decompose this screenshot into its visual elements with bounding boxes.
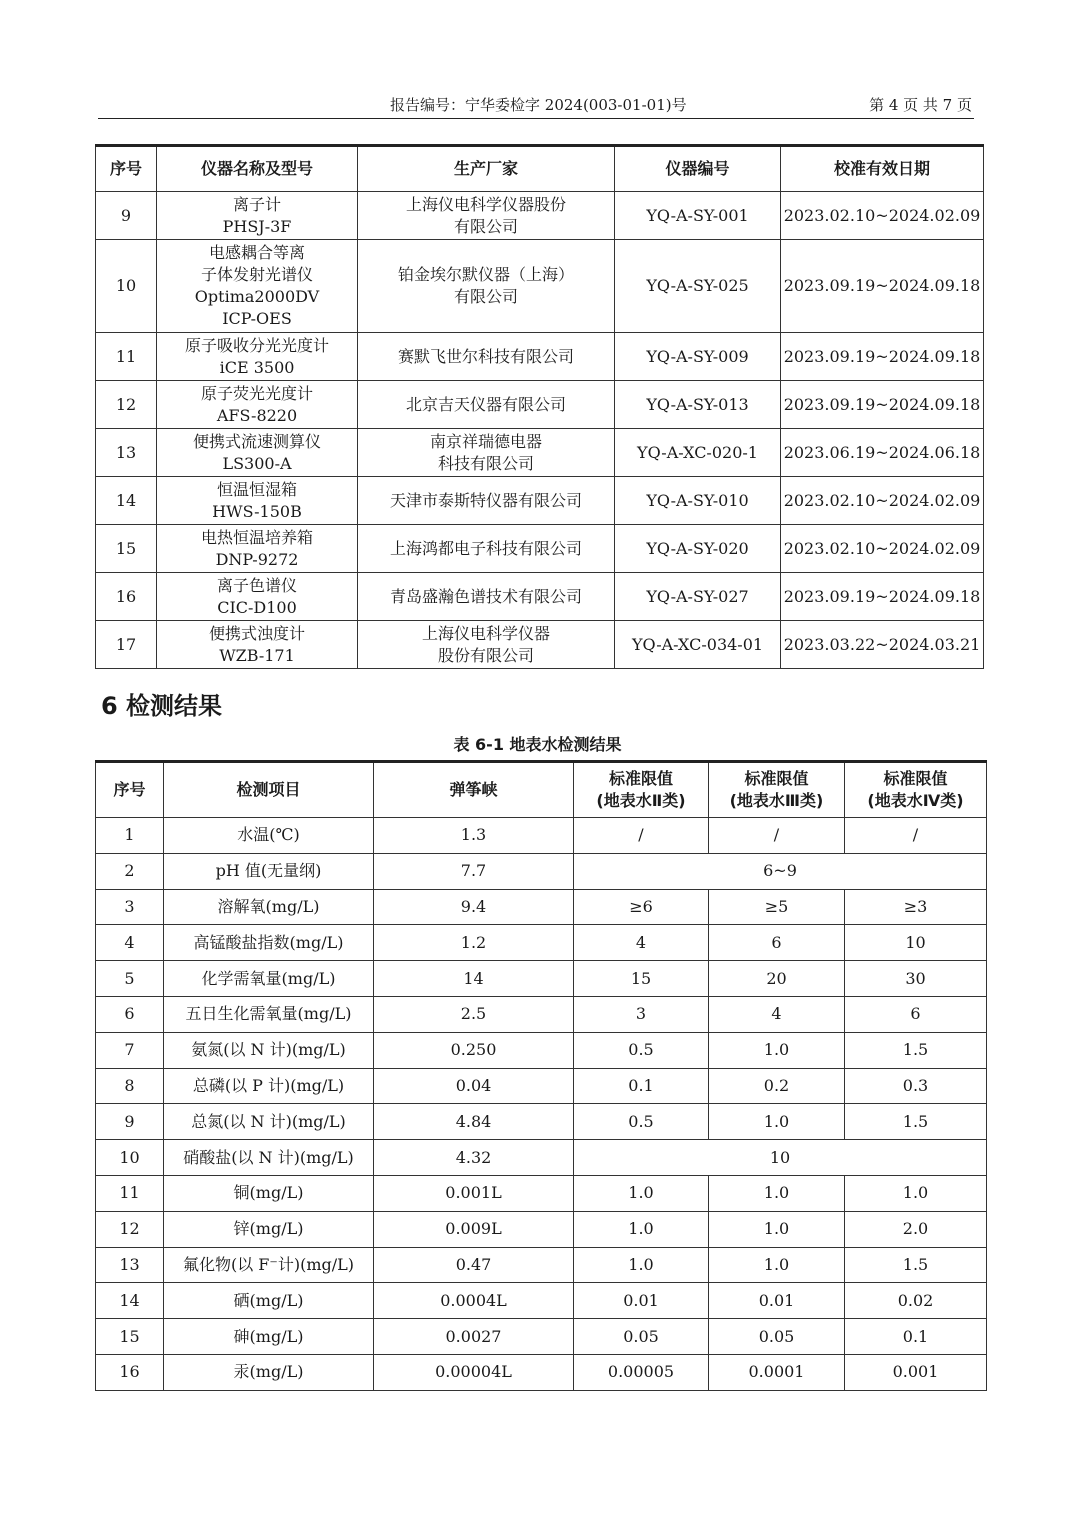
cell-no: 12 — [96, 1211, 164, 1247]
report-number: 报告编号：宁华委检字 2024(003-01-01)号 — [390, 96, 687, 114]
col-header-item: 检测项目 — [164, 762, 374, 818]
cell-no: 16 — [96, 573, 157, 621]
cell-instrument-id: YQ-A-SY-027 — [615, 573, 781, 621]
cell-standard-class4: 1.0 — [845, 1175, 987, 1211]
cell-instrument-name: 离子计 PHSJ-3F — [157, 192, 358, 240]
cell-standard-class2: 1.0 — [574, 1211, 709, 1247]
cell-instrument-id: YQ-A-SY-009 — [615, 333, 781, 381]
cell-standard-class2: 0.01 — [574, 1283, 709, 1319]
col-header-date: 校准有效日期 — [781, 146, 984, 192]
cell-instrument-id: YQ-A-SY-020 — [615, 525, 781, 573]
cell-no: 15 — [96, 525, 157, 573]
cell-standard-class2: 0.05 — [574, 1319, 709, 1355]
cell-standard-class3: ≥5 — [709, 889, 845, 925]
cell-no: 17 — [96, 621, 157, 669]
table-row — [96, 1140, 987, 1176]
table-row — [96, 1175, 987, 1211]
cell-standard-class2: 0.5 — [574, 1032, 709, 1068]
cell-no: 11 — [96, 333, 157, 381]
equipment-table-header — [96, 146, 984, 192]
cell-manufacturer: 赛默飞世尔科技有限公司 — [358, 333, 615, 381]
col-header-name: 仪器名称及型号 — [157, 146, 358, 192]
cell-no: 8 — [96, 1068, 164, 1104]
cell-item: 汞(mg/L) — [164, 1354, 374, 1390]
cell-item: 砷(mg/L) — [164, 1319, 374, 1355]
cell-value: 0.00004L — [374, 1354, 574, 1390]
table-row — [96, 1247, 987, 1283]
table-row — [96, 1283, 987, 1319]
col-header-id: 仪器编号 — [615, 146, 781, 192]
cell-standard-class3: 1.0 — [709, 1247, 845, 1283]
cell-standard-class2: 1.0 — [574, 1247, 709, 1283]
cell-standard-class3: 0.01 — [709, 1283, 845, 1319]
cell-instrument-name: 便携式流速测算仪 LS300-A — [157, 429, 358, 477]
table-row — [96, 961, 987, 997]
cell-instrument-id: YQ-A-SY-010 — [615, 477, 781, 525]
cell-item: 总磷(以 P 计)(mg/L) — [164, 1068, 374, 1104]
cell-standard-class4: 30 — [845, 961, 987, 997]
col-header-site: 弹筝峡 — [374, 762, 574, 818]
cell-value: 9.4 — [374, 889, 574, 925]
cell-value: 0.0004L — [374, 1283, 574, 1319]
cell-instrument-name: 原子吸收分光光度计 iCE 3500 — [157, 333, 358, 381]
table-row — [96, 1319, 987, 1355]
cell-manufacturer: 天津市泰斯特仪器有限公司 — [358, 477, 615, 525]
table-row — [96, 573, 984, 621]
cell-value: 4.32 — [374, 1140, 574, 1176]
cell-manufacturer: 铂金埃尔默仪器（上海） 有限公司 — [358, 240, 615, 333]
table-row — [96, 1211, 987, 1247]
cell-instrument-id: YQ-A-XC-034-01 — [615, 621, 781, 669]
table-row — [96, 1354, 987, 1390]
table-row — [96, 996, 987, 1032]
cell-standard-class3: 1.0 — [709, 1104, 845, 1140]
col-header-std3: 标准限值 (地表水Ⅲ类) — [709, 762, 845, 818]
cell-standard-class4: 1.5 — [845, 1247, 987, 1283]
table-row — [96, 429, 984, 477]
cell-standard-class2: 4 — [574, 925, 709, 961]
cell-calibration-date: 2023.03.22~2024.03.21 — [781, 621, 984, 669]
table-row — [96, 621, 984, 669]
cell-instrument-name: 恒温恒湿箱 HWS-150B — [157, 477, 358, 525]
cell-no: 4 — [96, 925, 164, 961]
cell-standard-class2: 1.0 — [574, 1175, 709, 1211]
cell-standard-class4: 0.1 — [845, 1319, 987, 1355]
cell-no: 13 — [96, 1247, 164, 1283]
table-caption: 表 6-1 地表水检测结果 — [453, 735, 622, 754]
cell-value: 0.250 — [374, 1032, 574, 1068]
cell-item: 氨氮(以 N 计)(mg/L) — [164, 1032, 374, 1068]
cell-standard-class4: 1.5 — [845, 1104, 987, 1140]
cell-standard-class4: 1.5 — [845, 1032, 987, 1068]
cell-calibration-date: 2023.02.10~2024.02.09 — [781, 192, 984, 240]
cell-no: 11 — [96, 1175, 164, 1211]
cell-calibration-date: 2023.09.19~2024.09.18 — [781, 381, 984, 429]
cell-no: 16 — [96, 1354, 164, 1390]
table-row — [96, 889, 987, 925]
cell-standard-class4: 0.001 — [845, 1354, 987, 1390]
table-row — [96, 192, 984, 240]
cell-item: pH 值(无量纲) — [164, 853, 374, 889]
cell-no: 13 — [96, 429, 157, 477]
cell-item: 高锰酸盐指数(mg/L) — [164, 925, 374, 961]
cell-item: 硒(mg/L) — [164, 1283, 374, 1319]
table-row — [96, 1104, 987, 1140]
cell-calibration-date: 2023.09.19~2024.09.18 — [781, 573, 984, 621]
table-row — [96, 818, 987, 854]
col-header-std4: 标准限值 (地表水Ⅳ类) — [845, 762, 987, 818]
results-table — [95, 760, 987, 1391]
cell-manufacturer: 南京祥瑞德电器 科技有限公司 — [358, 429, 615, 477]
cell-standard-class2: ≥6 — [574, 889, 709, 925]
cell-instrument-id: YQ-A-XC-020-1 — [615, 429, 781, 477]
table-row — [96, 240, 984, 333]
table-row — [96, 525, 984, 573]
col-header-no: 序号 — [96, 146, 157, 192]
cell-item: 化学需氧量(mg/L) — [164, 961, 374, 997]
cell-calibration-date: 2023.06.19~2024.06.18 — [781, 429, 984, 477]
cell-calibration-date: 2023.02.10~2024.02.09 — [781, 525, 984, 573]
cell-no: 5 — [96, 961, 164, 997]
col-header-std2: 标准限值 (地表水Ⅱ类) — [574, 762, 709, 818]
cell-value: 0.04 — [374, 1068, 574, 1104]
cell-standard-class3: 20 — [709, 961, 845, 997]
cell-standard-class4: 6 — [845, 996, 987, 1032]
cell-value: 0.009L — [374, 1211, 574, 1247]
cell-item: 水温(℃) — [164, 818, 374, 854]
cell-manufacturer: 青岛盛瀚色谱技术有限公司 — [358, 573, 615, 621]
cell-instrument-id: YQ-A-SY-025 — [615, 240, 781, 333]
cell-no: 1 — [96, 818, 164, 854]
cell-no: 10 — [96, 240, 157, 333]
cell-standard-class3: 0.05 — [709, 1319, 845, 1355]
page-number: 第 4 页 共 7 页 — [869, 96, 972, 114]
cell-no: 6 — [96, 996, 164, 1032]
cell-standard-class3: 0.2 — [709, 1068, 845, 1104]
cell-no: 9 — [96, 1104, 164, 1140]
cell-standard-class2: 0.1 — [574, 1068, 709, 1104]
cell-item: 总氮(以 N 计)(mg/L) — [164, 1104, 374, 1140]
cell-standard-merged: 6~9 — [574, 853, 987, 889]
cell-standard-class2: / — [574, 818, 709, 854]
cell-no: 12 — [96, 381, 157, 429]
cell-standard-class3: 4 — [709, 996, 845, 1032]
cell-instrument-id: YQ-A-SY-001 — [615, 192, 781, 240]
cell-standard-class4: / — [845, 818, 987, 854]
cell-standard-class3: / — [709, 818, 845, 854]
cell-value: 4.84 — [374, 1104, 574, 1140]
cell-standard-class4: 0.02 — [845, 1283, 987, 1319]
table-row — [96, 1032, 987, 1068]
cell-no: 15 — [96, 1319, 164, 1355]
cell-standard-class2: 3 — [574, 996, 709, 1032]
cell-standard-class3: 0.0001 — [709, 1354, 845, 1390]
cell-value: 7.7 — [374, 853, 574, 889]
cell-standard-class4: 2.0 — [845, 1211, 987, 1247]
cell-standard-class4: 10 — [845, 925, 987, 961]
cell-standard-class3: 1.0 — [709, 1032, 845, 1068]
cell-calibration-date: 2023.09.19~2024.09.18 — [781, 333, 984, 381]
cell-no: 2 — [96, 853, 164, 889]
cell-item: 五日生化需氧量(mg/L) — [164, 996, 374, 1032]
cell-calibration-date: 2023.09.19~2024.09.18 — [781, 240, 984, 333]
cell-manufacturer: 北京吉天仪器有限公司 — [358, 381, 615, 429]
cell-instrument-name: 电热恒温培养箱 DNP-9272 — [157, 525, 358, 573]
cell-standard-class2: 0.5 — [574, 1104, 709, 1140]
cell-no: 7 — [96, 1032, 164, 1068]
cell-item: 铜(mg/L) — [164, 1175, 374, 1211]
cell-instrument-id: YQ-A-SY-013 — [615, 381, 781, 429]
cell-value: 2.5 — [374, 996, 574, 1032]
col-header-no: 序号 — [96, 762, 164, 818]
cell-item: 氟化物(以 F⁻计)(mg/L) — [164, 1247, 374, 1283]
cell-standard-class4: ≥3 — [845, 889, 987, 925]
cell-standard-merged: 10 — [574, 1140, 987, 1176]
cell-standard-class2: 15 — [574, 961, 709, 997]
col-header-maker: 生产厂家 — [358, 146, 615, 192]
cell-calibration-date: 2023.02.10~2024.02.09 — [781, 477, 984, 525]
cell-item: 溶解氧(mg/L) — [164, 889, 374, 925]
results-table-header — [96, 762, 987, 818]
table-row — [96, 925, 987, 961]
cell-value: 0.001L — [374, 1175, 574, 1211]
cell-no: 3 — [96, 889, 164, 925]
equipment-table — [95, 144, 984, 669]
cell-instrument-name: 便携式浊度计 WZB-171 — [157, 621, 358, 669]
table-row — [96, 477, 984, 525]
cell-value: 14 — [374, 961, 574, 997]
cell-manufacturer: 上海鸿都电子科技有限公司 — [358, 525, 615, 573]
table-row — [96, 333, 984, 381]
cell-no: 14 — [96, 1283, 164, 1319]
cell-standard-class3: 1.0 — [709, 1211, 845, 1247]
cell-no: 10 — [96, 1140, 164, 1176]
cell-value: 0.47 — [374, 1247, 574, 1283]
cell-value: 0.0027 — [374, 1319, 574, 1355]
cell-standard-class2: 0.00005 — [574, 1354, 709, 1390]
table-row — [96, 1068, 987, 1104]
cell-standard-class3: 6 — [709, 925, 845, 961]
cell-manufacturer: 上海仪电科学仪器 股份有限公司 — [358, 621, 615, 669]
cell-value: 1.3 — [374, 818, 574, 854]
cell-instrument-name: 原子荧光光度计 AFS-8220 — [157, 381, 358, 429]
section-title: 6 检测结果 — [101, 692, 223, 720]
cell-instrument-name: 电感耦合等离 子体发射光谱仪 Optima2000DV ICP-OES — [157, 240, 358, 333]
page-header — [98, 90, 974, 119]
cell-instrument-name: 离子色谱仪 CIC-D100 — [157, 573, 358, 621]
cell-no: 14 — [96, 477, 157, 525]
cell-item: 硝酸盐(以 N 计)(mg/L) — [164, 1140, 374, 1176]
cell-no: 9 — [96, 192, 157, 240]
cell-item: 锌(mg/L) — [164, 1211, 374, 1247]
cell-standard-class3: 1.0 — [709, 1175, 845, 1211]
cell-value: 1.2 — [374, 925, 574, 961]
table-row — [96, 381, 984, 429]
cell-standard-class4: 0.3 — [845, 1068, 987, 1104]
table-row — [96, 853, 987, 889]
cell-manufacturer: 上海仪电科学仪器股份 有限公司 — [358, 192, 615, 240]
